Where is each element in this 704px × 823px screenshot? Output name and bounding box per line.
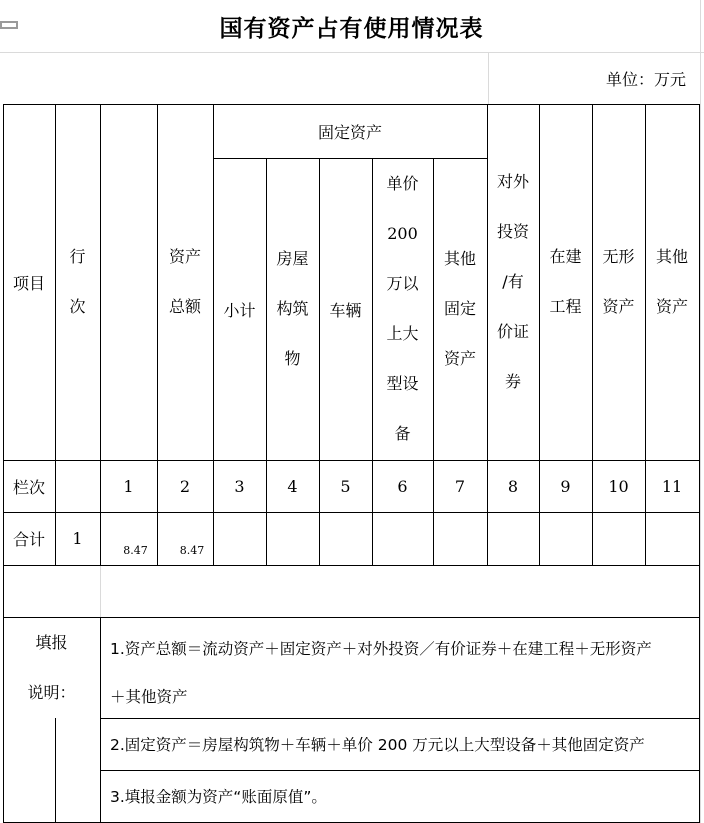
header-buildings-line: 构筑 xyxy=(276,299,309,318)
header-row-no-line: 次 xyxy=(69,297,86,316)
header-large-equipment xyxy=(372,158,433,460)
header-buildings-line: 物 xyxy=(284,349,301,368)
header-investments-line: /有 xyxy=(502,272,524,291)
header-buildings-line: 房屋 xyxy=(276,249,309,268)
header-construction-line: 在建 xyxy=(549,247,582,266)
header-large-equipment-line: 万以 xyxy=(386,274,419,293)
header-other-fixed-line: 资产 xyxy=(443,349,476,368)
header-investments-line: 价证 xyxy=(496,322,529,341)
header-fixed-assets: 固定资产 xyxy=(317,122,382,142)
total-row-label: 合计 xyxy=(12,530,45,549)
header-intangible xyxy=(592,104,645,460)
column-number: 1 xyxy=(123,476,134,496)
notes-label xyxy=(3,617,100,718)
header-intangible-line: 资产 xyxy=(602,297,635,316)
note-line-2: 2.固定资产＝房屋构筑物＋车辆＋单价 200 万元以上大型设备＋其他固定资产 xyxy=(110,736,645,754)
column-number: 2 xyxy=(179,476,191,496)
header-investments-line: 券 xyxy=(504,372,521,391)
column-number: 10 xyxy=(608,476,629,496)
total-row-no: 1 xyxy=(72,529,83,548)
header-construction xyxy=(539,104,592,460)
header-subtotal: 小计 xyxy=(223,300,256,320)
notes-label-line: 说明： xyxy=(27,682,76,702)
column-number: 3 xyxy=(234,476,245,496)
unit-label: 单位：万元 xyxy=(605,69,686,89)
header-investments-line: 对外 xyxy=(496,172,529,191)
header-intangible-line: 无形 xyxy=(602,247,635,266)
header-other-fixed-line: 其他 xyxy=(443,249,476,268)
note-line-3: 3.填报金额为资产“账面原值”。 xyxy=(110,788,327,806)
header-other-assets-line: 资产 xyxy=(655,297,688,316)
header-total-assets-line: 总额 xyxy=(168,297,201,316)
header-total-assets xyxy=(157,104,213,460)
column-number: 6 xyxy=(397,476,408,496)
header-construction-line: 工程 xyxy=(549,297,582,316)
column-number: 7 xyxy=(454,476,466,496)
header-large-equipment-line: 单价 xyxy=(386,174,419,193)
column-number: 4 xyxy=(287,476,298,496)
header-vehicles: 车辆 xyxy=(329,300,362,320)
header-row-no xyxy=(55,104,100,460)
note-line-1: 1.资产总额＝流动资产＋固定资产＋对外投资／有价证券＋在建工程＋无形资产 xyxy=(110,640,652,658)
header-other-assets-line: 其他 xyxy=(655,247,688,266)
header-total-assets-line: 资产 xyxy=(168,247,201,266)
header-other-fixed xyxy=(433,158,487,460)
header-item: 项目 xyxy=(12,273,45,293)
header-row-no-line: 行 xyxy=(69,247,86,266)
column-number: 5 xyxy=(340,476,351,496)
total-total-assets-col2: 8.47 xyxy=(179,544,205,557)
total-total-assets-col1: 8.47 xyxy=(123,544,148,557)
header-buildings xyxy=(266,158,319,460)
column-number: 9 xyxy=(560,476,571,496)
table-title: 国有资产占有使用情况表 xyxy=(219,15,484,42)
header-other-assets xyxy=(645,104,699,460)
header-blank xyxy=(100,104,157,460)
header-investments xyxy=(487,104,539,460)
header-large-equipment-line: 型设 xyxy=(386,374,419,393)
column-number: 8 xyxy=(507,476,519,496)
header-large-equipment-line: 上大 xyxy=(386,324,419,343)
column-number: 11 xyxy=(661,476,683,496)
header-investments-line: 投资 xyxy=(496,222,529,241)
header-large-equipment-line: 备 xyxy=(394,424,411,443)
notes-label-line: 填报 xyxy=(35,632,68,652)
column-row-label: 栏次 xyxy=(12,477,45,497)
header-large-equipment-line: 200 xyxy=(387,224,418,243)
header-other-fixed-line: 固定 xyxy=(443,299,476,318)
note-line-1-continued: ＋其他资产 xyxy=(110,687,188,706)
